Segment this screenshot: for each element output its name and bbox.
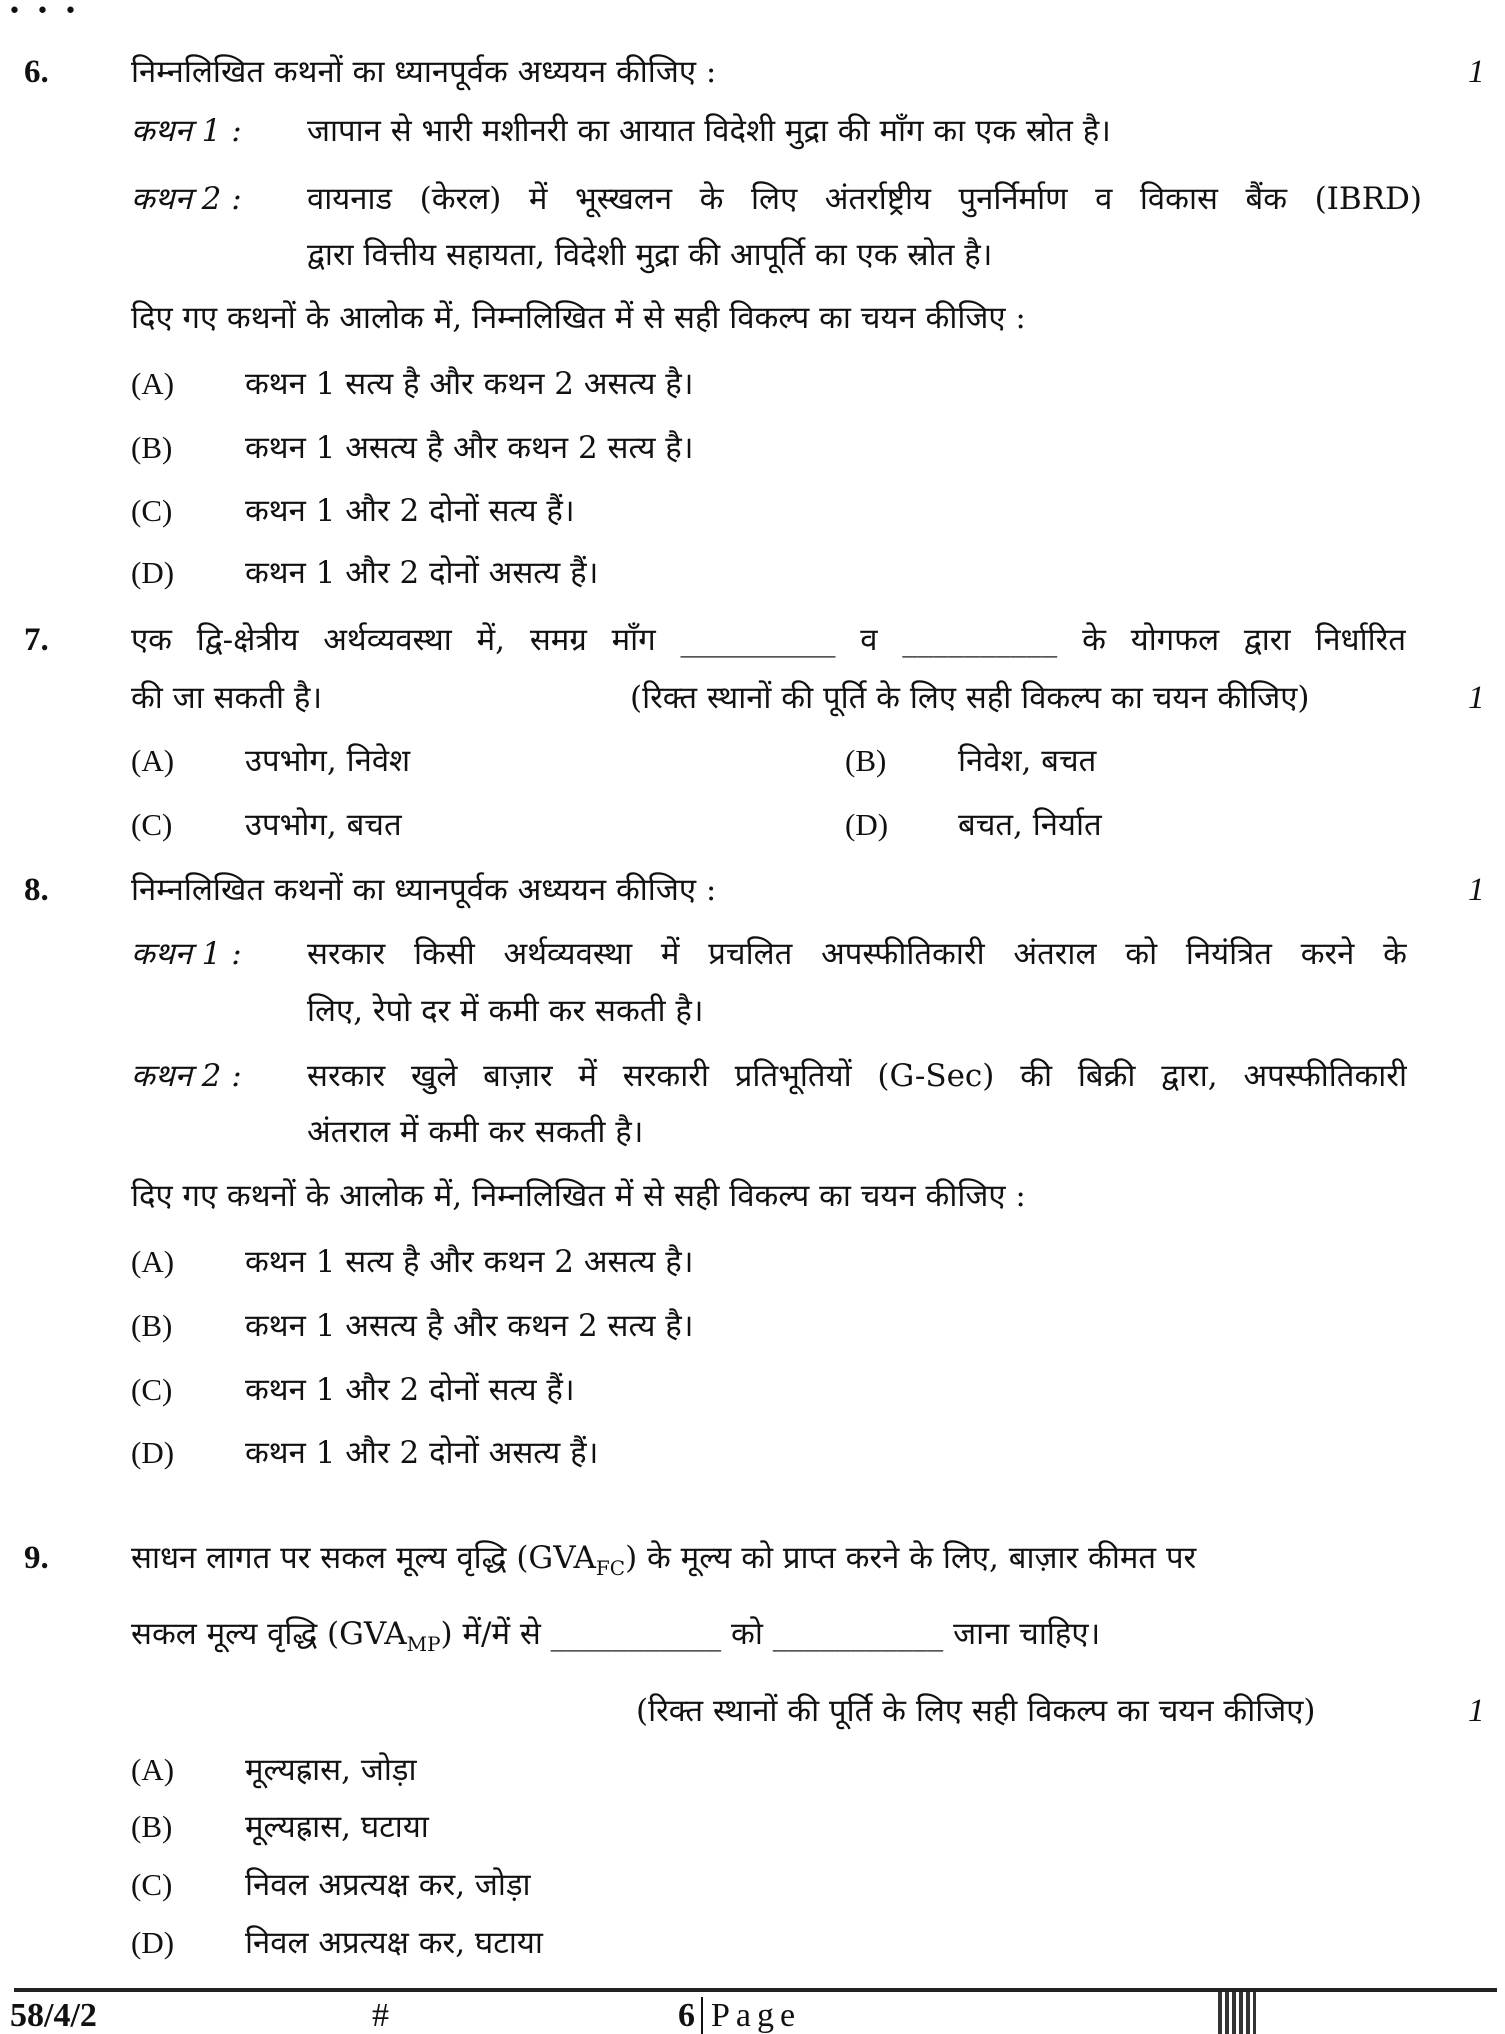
question-text: की जा सकती है। <box>131 680 323 716</box>
question-marks: 1 <box>1468 872 1485 908</box>
option-text: कथन 1 और 2 दोनों असत्य हैं। <box>245 555 599 591</box>
option-label: (B) <box>845 743 887 778</box>
question-marks: 1 <box>1468 680 1485 716</box>
footer-divider <box>14 1988 1497 1992</box>
statement-label: कथन 2 : <box>131 181 242 217</box>
option-text: कथन 1 और 2 दोनों असत्य हैं। <box>245 1435 599 1471</box>
question-number: 6. <box>24 54 49 90</box>
question-intro: निम्नलिखित कथनों का ध्यानपूर्वक अध्ययन कीजिए : <box>131 54 717 90</box>
statement-text: लिए, रेपो दर में कमी कर सकती है। <box>307 993 704 1029</box>
option-label: (A) <box>131 1244 175 1279</box>
subscript: FC <box>595 1556 626 1581</box>
top-dots: • • • <box>8 0 81 24</box>
option-label: (C) <box>131 1372 173 1407</box>
statement-text: अंतराल में कमी कर सकती है। <box>307 1114 644 1150</box>
option-label: (D) <box>131 1925 175 1960</box>
statement-label: कथन 1 : <box>131 936 242 972</box>
question-prompt: दिए गए कथनों के आलोक में, निम्नलिखित में से सही विकल्प का चयन कीजिए : <box>131 300 1026 336</box>
option-label: (D) <box>845 807 889 842</box>
option-text: निवेश, बचत <box>958 743 1097 779</box>
option-label: (A) <box>131 366 175 401</box>
page-label: Page <box>701 1997 801 2034</box>
option-label: (C) <box>131 807 173 842</box>
option-text: मूल्यह्रास, जोड़ा <box>245 1752 417 1788</box>
option-text: कथन 1 असत्य है और कथन 2 सत्य है। <box>245 430 694 466</box>
option-text: कथन 1 असत्य है और कथन 2 सत्य है। <box>245 1308 694 1344</box>
paper-code: 58/4/2 <box>10 1997 97 2034</box>
option-text: कथन 1 और 2 दोनों सत्य हैं। <box>245 1372 575 1408</box>
page-number <box>678 1996 801 2034</box>
option-text: उपभोग, बचत <box>245 807 402 843</box>
option-text: उपभोग, निवेश <box>245 743 411 779</box>
text-part: साधन लागत पर सकल मूल्य वृद्धि (GVA <box>131 1540 596 1576</box>
option-text: बचत, निर्यात <box>958 807 1102 843</box>
statement-label: कथन 2 : <box>131 1058 242 1094</box>
question-prompt: दिए गए कथनों के आलोक में, निम्नलिखित में से सही विकल्प का चयन कीजिए : <box>131 1178 1026 1214</box>
question-number: 9. <box>24 1540 49 1576</box>
option-label: (A) <box>131 1752 175 1787</box>
qr-code-icon <box>1218 1992 1256 2034</box>
option-label: (A) <box>131 743 175 778</box>
question-text: एक द्वि-क्षेत्रीय अर्थव्यवस्था में, समग्र माँग __________ व __________ के योगफल द्वारा निर्धारित <box>131 622 1406 658</box>
option-label: (D) <box>131 555 175 590</box>
statement-text: जापान से भारी मशीनरी का आयात विदेशी मुद्रा की माँग का एक स्रोत है। <box>307 113 1111 149</box>
fill-instruction: (रिक्त स्थानों की पूर्ति के लिए सही विकल्प का चयन कीजिए) <box>630 680 1310 716</box>
statement-text: सरकार किसी अर्थव्यवस्था में प्रचलित अपस्फीतिकारी अंतराल को नियंत्रित करने के <box>307 936 1407 972</box>
text-part: सकल मूल्य वृद्धि (GVA <box>131 1616 407 1652</box>
option-text: कथन 1 और 2 दोनों सत्य हैं। <box>245 493 575 529</box>
question-marks: 1 <box>1468 1693 1485 1729</box>
option-label: (C) <box>131 1867 173 1902</box>
option-label: (B) <box>131 1308 173 1343</box>
question-marks: 1 <box>1468 54 1485 90</box>
statement-text: द्वारा वित्तीय सहायता, विदेशी मुद्रा की आपूर्ति का एक स्रोत है। <box>307 237 993 273</box>
option-label: (D) <box>131 1435 175 1470</box>
fill-instruction: (रिक्त स्थानों की पूर्ति के लिए सही विकल्प का चयन कीजिए) <box>636 1693 1316 1729</box>
statement-text: सरकार खुले बाज़ार में सरकारी प्रतिभूतियों (G-Sec) की बिक्री द्वारा, अपस्फीतिकारी <box>307 1058 1407 1094</box>
option-text: मूल्यह्रास, घटाया <box>245 1809 429 1845</box>
page-num: 6 <box>678 1997 695 2034</box>
hash-mark: # <box>372 1997 389 2034</box>
option-label: (B) <box>131 430 173 465</box>
text-part: ) के मूल्य को प्राप्त करने के लिए, बाज़ार कीमत पर <box>625 1540 1197 1576</box>
option-label: (C) <box>131 493 173 528</box>
statement-text: वायनाड (केरल) में भूस्खलन के लिए अंतर्राष्ट्रीय पुनर्निर्माण व विकास बैंक (IBRD) <box>307 181 1422 217</box>
question-number: 7. <box>24 622 49 658</box>
question-text <box>131 1614 1101 1657</box>
question-intro: निम्नलिखित कथनों का ध्यानपूर्वक अध्ययन कीजिए : <box>131 872 717 908</box>
option-text: कथन 1 सत्य है और कथन 2 असत्य है। <box>245 1244 694 1280</box>
option-text: कथन 1 सत्य है और कथन 2 असत्य है। <box>245 366 694 402</box>
statement-label: कथन 1 : <box>131 113 242 149</box>
option-label: (B) <box>131 1809 173 1844</box>
text-part: ) में/में से ___________ को ___________ जाना चाहिए। <box>440 1616 1101 1652</box>
question-text <box>131 1538 1197 1581</box>
option-text: निवल अप्रत्यक्ष कर, जोड़ा <box>245 1867 531 1903</box>
question-number: 8. <box>24 872 49 908</box>
option-text: निवल अप्रत्यक्ष कर, घटाया <box>245 1925 543 1961</box>
subscript: MP <box>406 1632 441 1657</box>
